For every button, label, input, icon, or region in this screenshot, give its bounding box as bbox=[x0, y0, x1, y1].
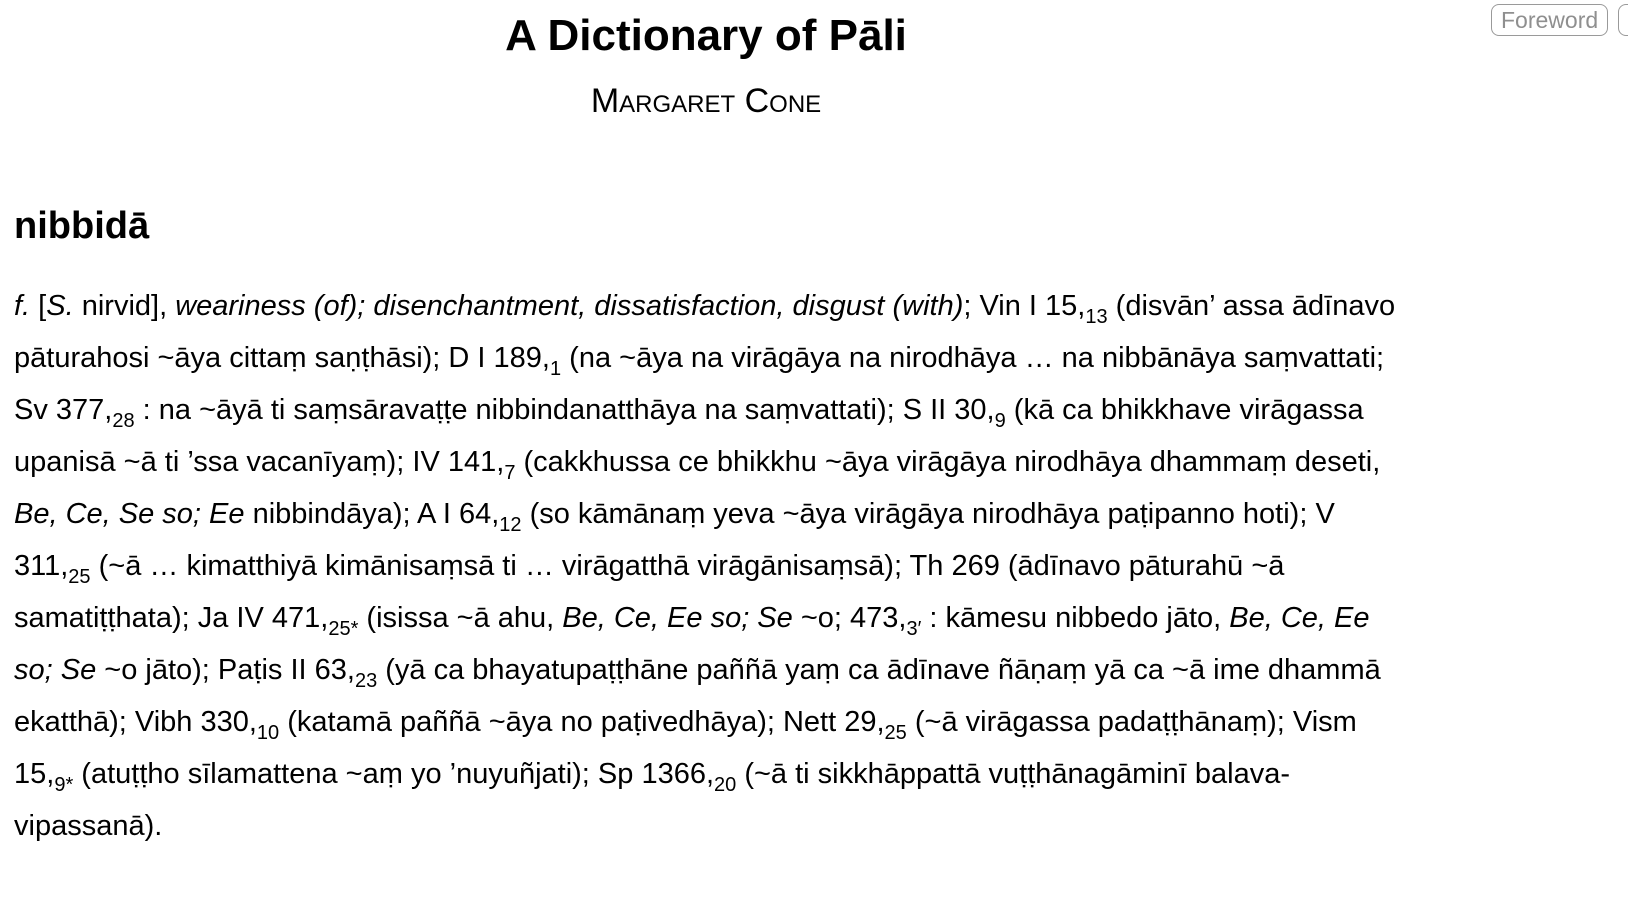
line-reference-subscript: 10 bbox=[256, 722, 280, 744]
entry-text: (disvān’ assa ādīnavo bbox=[1107, 290, 1396, 322]
entry-text: 15, bbox=[14, 758, 55, 790]
line-reference-subscript: 13 bbox=[1085, 306, 1108, 328]
next-nav-button[interactable] bbox=[1618, 4, 1628, 36]
entry-text: 311, bbox=[14, 550, 69, 582]
entry-text: nibbindāya); A I 64, bbox=[244, 498, 500, 530]
entry-text: (yā ca bhayatupaṭṭhāne paññā yaṃ ca ādīnave ñāṇaṃ yā ca ~ā ime dhammā bbox=[377, 654, 1381, 686]
entry-text: Sv 377, bbox=[14, 394, 113, 426]
italic-text: so; Se bbox=[14, 654, 97, 686]
author-name: Margaret Cone bbox=[590, 82, 822, 120]
line-reference-subscript: 23 bbox=[354, 670, 378, 692]
italic-text: S. bbox=[46, 290, 74, 322]
entry-line bbox=[14, 696, 1614, 748]
entry-text: (kā ca bhikkhave virāgassa bbox=[1005, 394, 1364, 426]
entry-text: (atuṭṭho sīlamattena ~aṃ yo ’nuyuñjati); Sp 1366, bbox=[73, 758, 715, 790]
entry-text: : na ~āyā ti saṃsāravaṭṭe nibbindanatthāya na saṃvattati); S II 30, bbox=[134, 394, 995, 426]
entry-headword: nibbidā bbox=[14, 205, 150, 247]
line-reference-subscript: 25 bbox=[884, 722, 907, 744]
entry-text: ~o jāto); Paṭis II 63, bbox=[96, 654, 355, 686]
line-reference-subscript: 25* bbox=[328, 618, 359, 640]
entry-text: (katamā paññā ~āya no paṭivedhāya); Nett 29, bbox=[279, 706, 885, 738]
entry-text: (~ā … kimatthiyā kimānisaṃsā ti … virāgatthā virāgānisaṃsā); Th 269 (ādīnavo pāturahū ~ā bbox=[90, 550, 1285, 582]
line-reference-subscript: 20 bbox=[714, 774, 737, 796]
entry-text: ; Vin I 15, bbox=[963, 290, 1086, 322]
entry-definition bbox=[14, 280, 1614, 852]
entry-text: samatiṭṭhata); Ja IV 471, bbox=[14, 602, 329, 634]
entry-text: (cakkhussa ce bhikkhu ~āya virāgāya nirodhāya dhammaṃ deseti, bbox=[515, 446, 1381, 478]
entry-text: nirvid], bbox=[73, 290, 176, 322]
entry-text: : kāmesu nibbedo jāto, bbox=[921, 602, 1230, 634]
line-reference-subscript: 9 bbox=[994, 410, 1006, 432]
entry-text: (~ā ti sikkhāppattā vuṭṭhānagāminī balava- bbox=[736, 758, 1291, 790]
line-reference-subscript: 3′ bbox=[906, 618, 922, 640]
entry-text: [ bbox=[30, 290, 47, 322]
entry-line bbox=[14, 800, 1614, 852]
entry-text: pāturahosi ~āya cittaṃ saṇṭhāsi); D I 189, bbox=[14, 342, 550, 374]
entry-line bbox=[14, 592, 1614, 644]
entry-text: ~o; 473, bbox=[792, 602, 907, 634]
italic-text: Be, Ce, Se so; Ee bbox=[14, 498, 245, 530]
italic-text: Be, Ce, Ee bbox=[1229, 602, 1370, 634]
entry-line bbox=[14, 488, 1614, 540]
entry-text: upanisā ~ā ti ’ssa vacanīyaṃ); IV 141, bbox=[14, 446, 505, 478]
italic-text: weariness (of); disenchantment, dissatisfaction, disgust (with) bbox=[175, 290, 964, 322]
line-reference-subscript: 7 bbox=[504, 462, 516, 484]
dictionary-title: A Dictionary of Pāli bbox=[505, 11, 907, 60]
entry-line bbox=[14, 644, 1614, 696]
italic-text: f. bbox=[14, 290, 31, 322]
line-reference-subscript: 9* bbox=[54, 774, 74, 796]
entry-line bbox=[14, 384, 1614, 436]
entry-line bbox=[14, 436, 1614, 488]
entry-line bbox=[14, 280, 1614, 332]
entry-line bbox=[14, 332, 1614, 384]
line-reference-subscript: 25 bbox=[68, 566, 91, 588]
entry-text: (~ā virāgassa padaṭṭhānaṃ); Vism bbox=[906, 706, 1357, 738]
entry-line bbox=[14, 748, 1614, 800]
entry-text: ekatthā); Vibh 330, bbox=[14, 706, 257, 738]
foreword-button[interactable]: Foreword bbox=[1491, 4, 1608, 36]
line-reference-subscript: 12 bbox=[499, 514, 522, 536]
entry-text: (isissa ~ā ahu, bbox=[358, 602, 563, 634]
entry-text: vipassanā). bbox=[14, 810, 163, 842]
line-reference-subscript: 1 bbox=[549, 358, 562, 380]
line-reference-subscript: 28 bbox=[112, 410, 135, 432]
entry-text: (na ~āya na virāgāya na nirodhāya … na nibbānāya saṃvattati; bbox=[561, 342, 1385, 374]
entry-line bbox=[14, 540, 1614, 592]
entry-text: (so kāmānaṃ yeva ~āya virāgāya nirodhāya paṭipanno hoti); V bbox=[521, 498, 1335, 530]
italic-text: Be, Ce, Ee so; Se bbox=[562, 602, 793, 634]
